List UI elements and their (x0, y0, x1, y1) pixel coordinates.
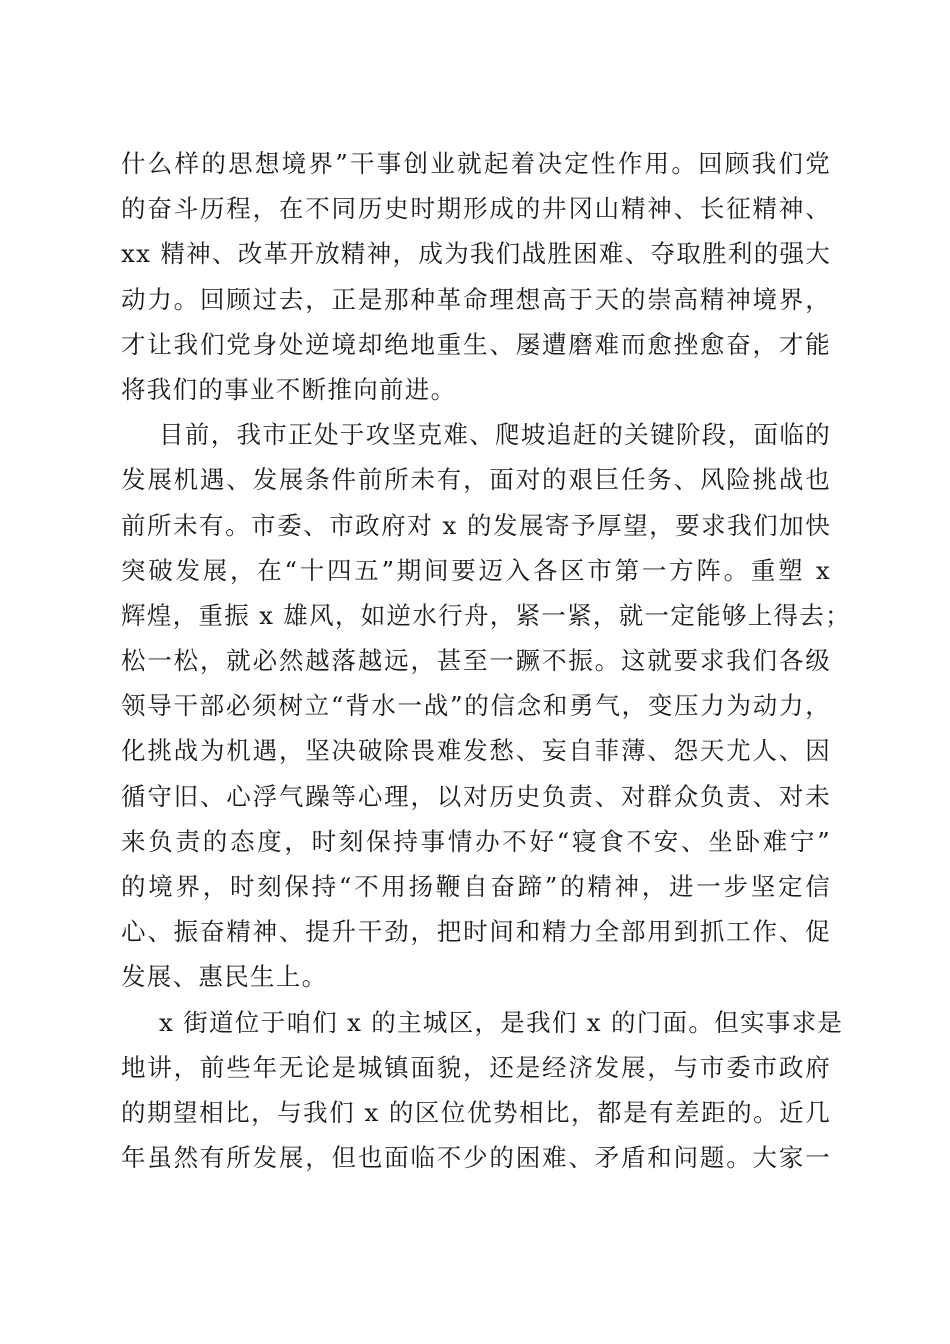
text-line: 来负责的态度，时刻保持事情办不好“寝食不安、坐卧难宁” (121, 826, 831, 856)
text-line: 将我们的事业不断推向前进。 (121, 374, 457, 404)
text-line: x 街道位于咱们 x 的主城区，是我们 x 的门面。但实事求是 (159, 1007, 844, 1037)
text-line: 的境界，时刻保持“不用扬鞭自奋蹄”的精神，进一步坚定信 (121, 872, 831, 901)
text-line: 辉煌，重振 x 雄风，如逆水行舟，紧一紧，就一定能够上得去； (121, 600, 851, 630)
text-line: 的奋斗历程，在不同历史时期形成的井冈山精神、长征精神、 (121, 194, 831, 224)
text-line: xx 精神、改革开放精神，成为我们战胜困难、夺取胜利的强大 (121, 239, 832, 269)
text-line: 的期望相比，与我们 x 的区位优势相比，都是有差距的。近几 (121, 1097, 831, 1127)
text-line: 心、振奋精神、提升干劲，把时间和精力全部用到抓工作、促 (121, 917, 831, 947)
text-line: 年虽然有所发展，但也面临不少的困难、矛盾和问题。大家一 (121, 1143, 831, 1173)
body-text (121, 141, 851, 1180)
text-line: 发展机遇、发展条件前所未有，面对的艰巨任务、风险挑战也 (121, 465, 831, 495)
text-line: 动力。回顾过去，正是那种革命理想高于天的崇高精神境界， (121, 284, 831, 314)
text-line: 目前，我市正处于攻坚克难、爬坡追赶的关键阶段，面临的 (159, 420, 831, 450)
text-line: 前所未有。市委、市政府对 x 的发展寄予厚望，要求我们加快 (121, 510, 831, 540)
text-line: 什么样的思想境界”干事创业就起着决定性作用。回顾我们党 (121, 149, 831, 178)
text-line: 发展、惠民生上。 (121, 962, 328, 992)
text-line: 化挑战为机遇，坚决破除畏难发愁、妄自菲薄、怨天尤人、因 (121, 736, 831, 766)
text-line: 才让我们党身处逆境却绝地重生、屡遭磨难而愈挫愈奋，才能 (121, 329, 831, 359)
text-line: 松一松，就必然越落越远，甚至一蹶不振。这就要求我们各级 (121, 646, 831, 676)
text-line: 地讲，前些年无论是城镇面貌，还是经济发展，与市委市政府 (121, 1052, 831, 1082)
text-line: 突破发展，在“十四五”期间要迈入各区市第一方阵。重塑 x (121, 555, 831, 585)
text-line: 循守旧、心浮气躁等心理，以对历史负责、对群众负责、对未 (121, 781, 831, 811)
text-line: 领导干部必须树立“背水一战”的信念和勇气，变压力为动力， (121, 691, 831, 721)
